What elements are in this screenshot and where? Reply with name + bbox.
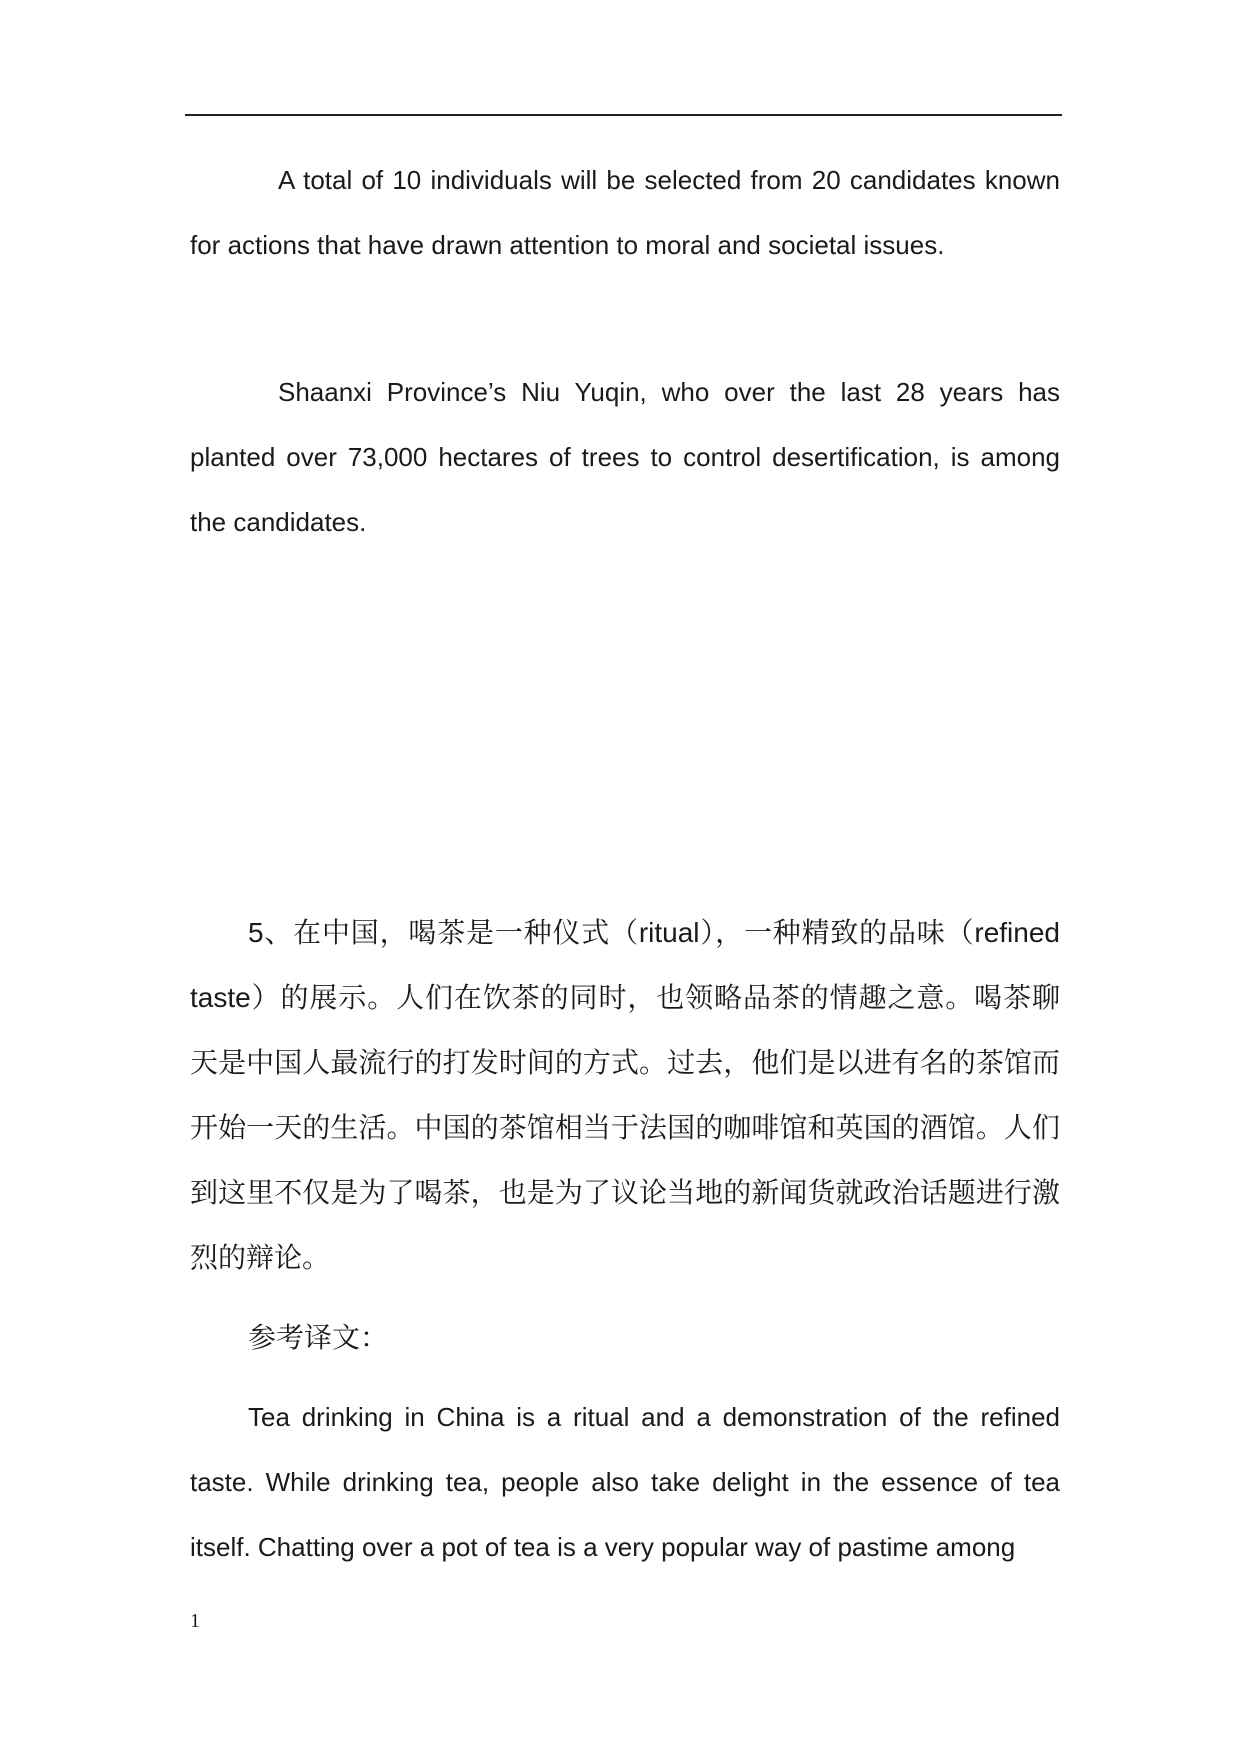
paragraph-selection: A total of 10 individuals will be selected from 20 candidates known for actions that have drawn attention to moral and societal issues. (190, 165, 1060, 260)
page-number: 1 (190, 1610, 200, 1632)
header-rule (185, 114, 1062, 116)
reference-translation-heading: 参考译文： (248, 1322, 389, 1353)
paragraph-tea-chinese: 5、在中国，喝茶是一种仪式（ritual），一种精致的品味（refined taste）的展示。人们在饮茶的同时，也领略品茶的情趣之意。喝茶聊天是中国人最流行的打发时间的方式。过去，他们是以进有名的茶馆而开始一天的生活。中国的茶馆相当于法国的咖啡馆和英国的酒馆。人们到这里不仅是为了喝茶，也是为了议论当地的新闻货就政治话题进行激烈的辩论。 (190, 917, 1060, 1273)
paragraph-tea-english: Tea drinking in China is a ritual and a demonstration of the refined taste. While drinking tea, people also take delight in the essence of tea itself. Chatting over a pot of tea is a very popular way of pastime among (190, 1402, 1060, 1562)
paragraph-niu-yuqin: Shaanxi Province’s Niu Yuqin, who over the last 28 years has planted over 73,000 hectares of trees to control desertification, is among the candidates. (190, 377, 1060, 537)
